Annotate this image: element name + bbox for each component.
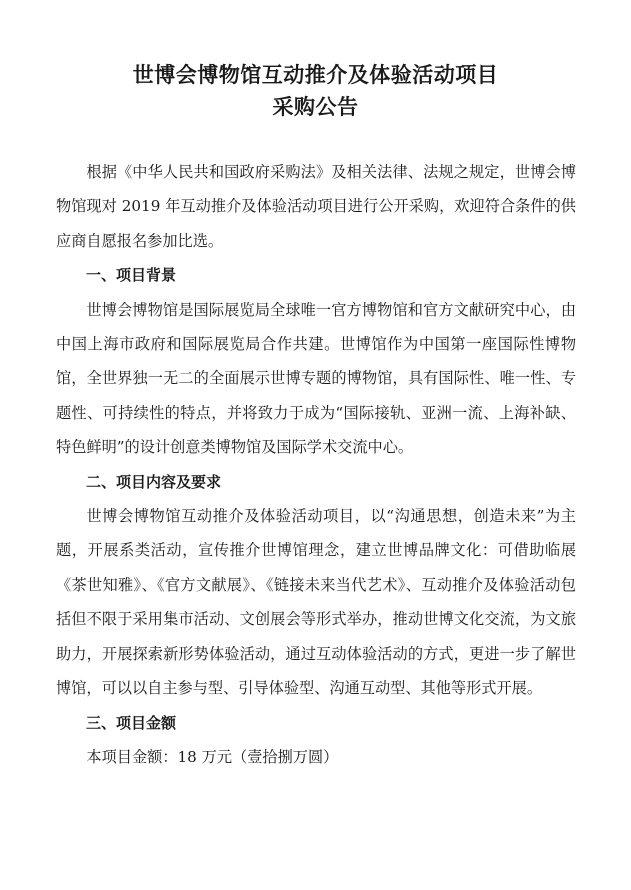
document-title-line2: 采购公告 bbox=[272, 95, 359, 119]
document-body bbox=[56, 155, 576, 774]
section-text-amount: 本项目金额：18 万元（壹拾捌万圆） bbox=[86, 747, 339, 766]
document-title-line1: 世博会博物馆互动推介及体验活动项目 bbox=[132, 63, 499, 87]
section-heading-amount: 三、项目金额 bbox=[86, 713, 177, 732]
section-heading-content: 二、项目内容及要求 bbox=[86, 472, 222, 491]
section-text-background: 世博会博物馆是国际展览局全球唯一官方博物馆和官方文献研究中心，由中国上海市政府和国际展览局合作共建。世博馆作为中国第一座国际性博物馆，全世界独一无二的全面展示世博专题的博物馆，具有国际性、唯一性、专题性、可持续性的特点，并将致力于成为“国际接轨、亚洲一流、上海补缺、特色鲜明”的设计创意类博物馆及国际学术交流中心。 bbox=[56, 300, 576, 457]
intro-paragraph: 根据《中华人民共和国政府采购法》及相关法律、法规之规定，世博会博物馆现对 2019 年互动推介及体验活动项目进行公开采购，欢迎符合条件的供应商自愿报名参加比选。 bbox=[56, 163, 576, 250]
section-text-content: 世博会博物馆互动推介及体验活动项目，以“沟通思想，创造未来”为主题，开展系类活动，宣传推介世博馆理念，建立世博品牌文化：可借助临展《茶世知雅》、《官方文献展》、《链接未来当代艺术》、互动推介及体验活动包括但不限于采用集市活动、文创展会等形式举办，推动世博文化交流，为文旅助力，开展探索新形势体验活动，通过互动体验活动的方式，更进一步了解世博馆，可以以自主参与型、引导体验型、沟通互动型、其他等形式开展。 bbox=[56, 507, 576, 698]
section-heading-background: 一、项目背景 bbox=[86, 266, 177, 285]
